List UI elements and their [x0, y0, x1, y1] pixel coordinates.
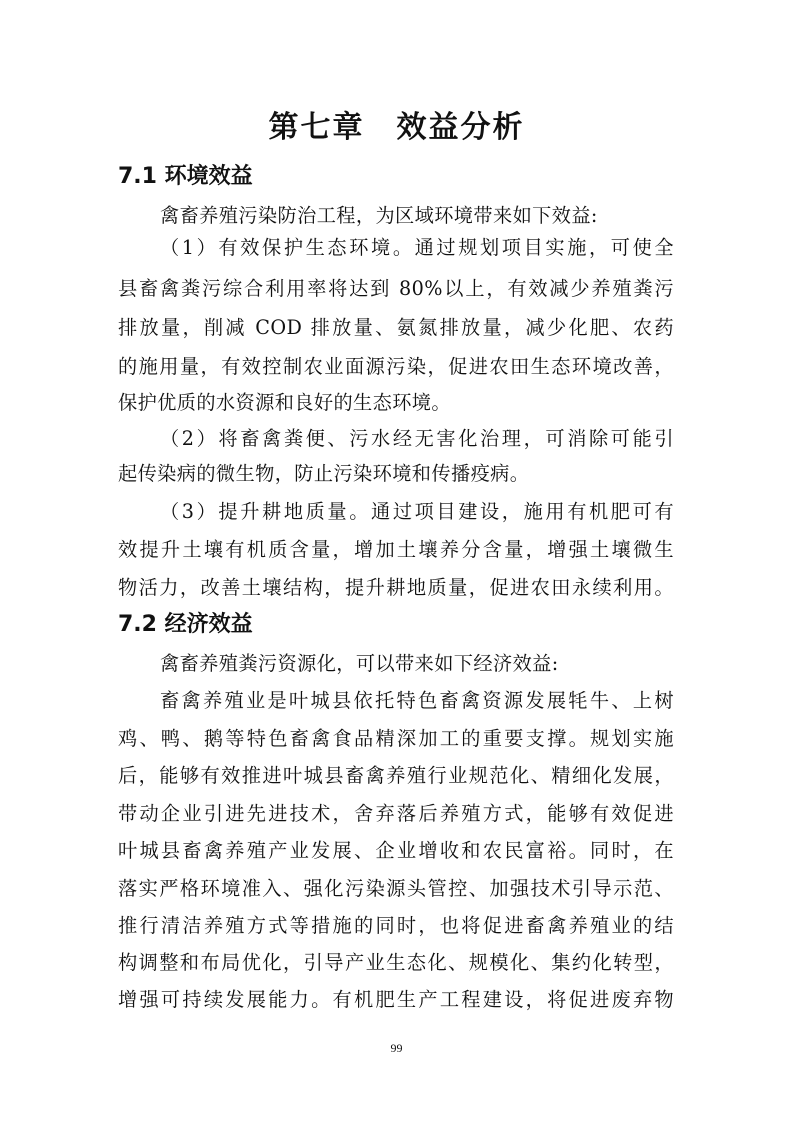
paragraph-line: 后，能够有效推进叶城县畜禽养殖行业规范化、精细化发展，: [118, 764, 674, 787]
paragraph-line: 效提升土壤有机质含量，增加土壤养分含量，增强土壤微生: [118, 538, 674, 561]
paragraph-line: 增强可持续发展能力。有机肥生产工程建设，将促进废弃物: [118, 988, 674, 1011]
paragraph-line: （1）有效保护生态环境。通过规划项目实施，可使全: [160, 236, 674, 259]
section-heading-environmental-benefits: 7.1 环境效益: [118, 164, 253, 189]
paragraph-line: （3）提升耕地质量。通过项目建设，施用有机肥可有: [160, 500, 674, 523]
paragraph-line: （2）将畜禽粪便、污水经无害化治理，可消除可能引: [160, 427, 674, 450]
paragraph-line: 起传染病的微生物，防止污染环境和传播疫病。: [118, 462, 530, 485]
paragraph-line: 禽畜养殖污染防治工程，为区域环境带来如下效益:: [160, 204, 598, 227]
paragraph-line: 县畜禽粪污综合利用率将达到 80%以上，有效减少养殖粪污: [118, 277, 674, 300]
paragraph-line: 构调整和布局优化，引导产业生态化、规模化、集约化转型，: [118, 951, 674, 974]
paragraph-line: 畜禽养殖业是叶城县依托特色畜禽资源发展牦牛、上树: [160, 689, 674, 712]
paragraph-line: 保护优质的水资源和良好的生态环境。: [118, 391, 451, 414]
section-heading-economic-benefits: 7.2 经济效益: [118, 612, 253, 637]
paragraph-line: 叶城县畜禽养殖产业发展、企业增收和农民富裕。同时，在: [118, 839, 674, 862]
paragraph-line: 排放量，削减 COD 排放量、氨氮排放量，减少化肥、农药: [118, 316, 674, 339]
paragraph-line: 推行清洁养殖方式等措施的同时，也将促进畜禽养殖业的结: [118, 914, 674, 937]
paragraph-line: 物活力，改善土壤结构，提升耕地质量，促进农田永续利用。: [118, 576, 674, 599]
paragraph-line: 的施用量，有效控制农业面源污染，促进农田生态环境改善，: [118, 355, 674, 378]
paragraph-line: 鸡、鸭、鹅等特色畜禽食品精深加工的重要支撑。规划实施: [118, 727, 674, 750]
paragraph-line: 落实严格环境准入、强化污染源头管控、加强技术引导示范、: [118, 877, 674, 900]
paragraph-line: 带动企业引进先进技术，舍弃落后养殖方式，能够有效促进: [118, 802, 674, 825]
paragraph-line: 禽畜养殖粪污资源化，可以带来如下经济效益:: [160, 652, 559, 675]
chapter-title: 第七章 效益分析: [268, 110, 525, 145]
page-number: 99: [390, 1041, 403, 1055]
